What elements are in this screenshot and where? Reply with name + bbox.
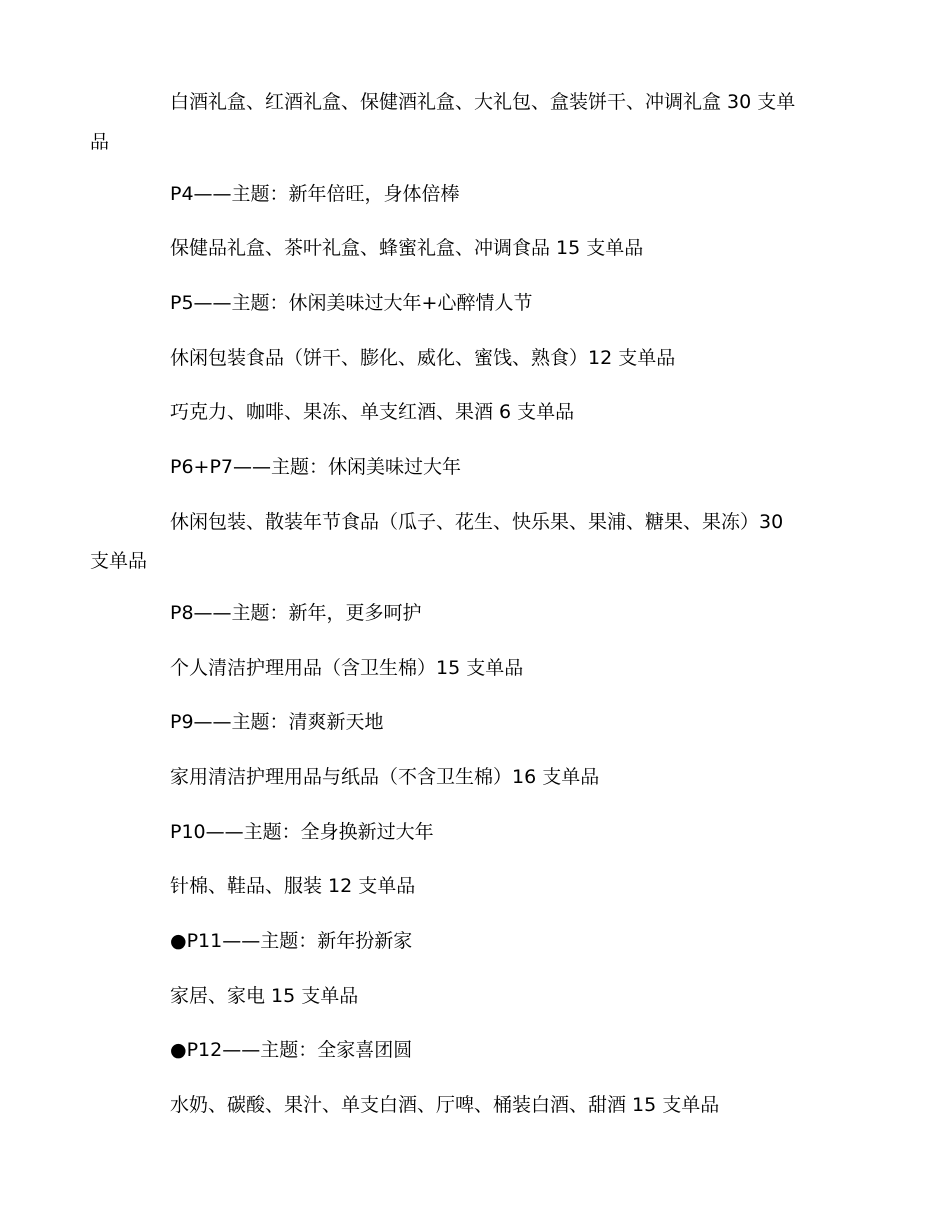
heading-p12: ●P12——主题：全家喜团圆 — [170, 1039, 413, 1061]
paragraph-p5-items-1: 休闲包装食品（饼干、膨化、威化、蜜饯、熟食）12 支单品 — [170, 347, 676, 369]
heading-p11: ●P11——主题：新年扮新家 — [170, 930, 413, 952]
paragraph-1-line-2: 品 — [90, 131, 110, 153]
paragraph-p6-p7-line-2: 支单品 — [90, 550, 148, 572]
paragraph-p9-items: 家用清洁护理用品与纸品（不含卫生棉）16 支单品 — [170, 766, 600, 788]
paragraph-p8-items: 个人清洁护理用品（含卫生棉）15 支单品 — [170, 657, 524, 679]
heading-p5: P5——主题：休闲美味过大年+心醉情人节 — [170, 292, 533, 314]
heading-p9: P9——主题：清爽新天地 — [170, 711, 384, 733]
heading-p6-p7: P6+P7——主题：休闲美味过大年 — [170, 456, 462, 478]
paragraph-p10-items: 针棉、鞋品、服装 12 支单品 — [170, 875, 416, 897]
paragraph-p12-items: 水奶、碳酸、果汁、单支白酒、厅啤、桶装白酒、甜酒 15 支单品 — [170, 1094, 720, 1116]
heading-p10: P10——主题：全身换新过大年 — [170, 821, 434, 843]
heading-p4: P4——主题：新年倍旺，身体倍棒 — [170, 183, 460, 205]
paragraph-p5-items-2: 巧克力、咖啡、果冻、单支红酒、果酒 6 支单品 — [170, 401, 575, 423]
paragraph-p4-items: 保健品礼盒、茶叶礼盒、蜂蜜礼盒、冲调食品 15 支单品 — [170, 237, 644, 259]
paragraph-1-line-1: 白酒礼盒、红酒礼盒、保健酒礼盒、大礼包、盒装饼干、冲调礼盒 30 支单 — [170, 91, 796, 113]
paragraph-p6-p7-line-1: 休闲包装、散装年节食品（瓜子、花生、快乐果、果浦、糖果、果冻）30 — [170, 511, 784, 533]
paragraph-p11-items: 家居、家电 15 支单品 — [170, 985, 359, 1007]
heading-p8: P8——主题：新年，更多呵护 — [170, 602, 422, 624]
